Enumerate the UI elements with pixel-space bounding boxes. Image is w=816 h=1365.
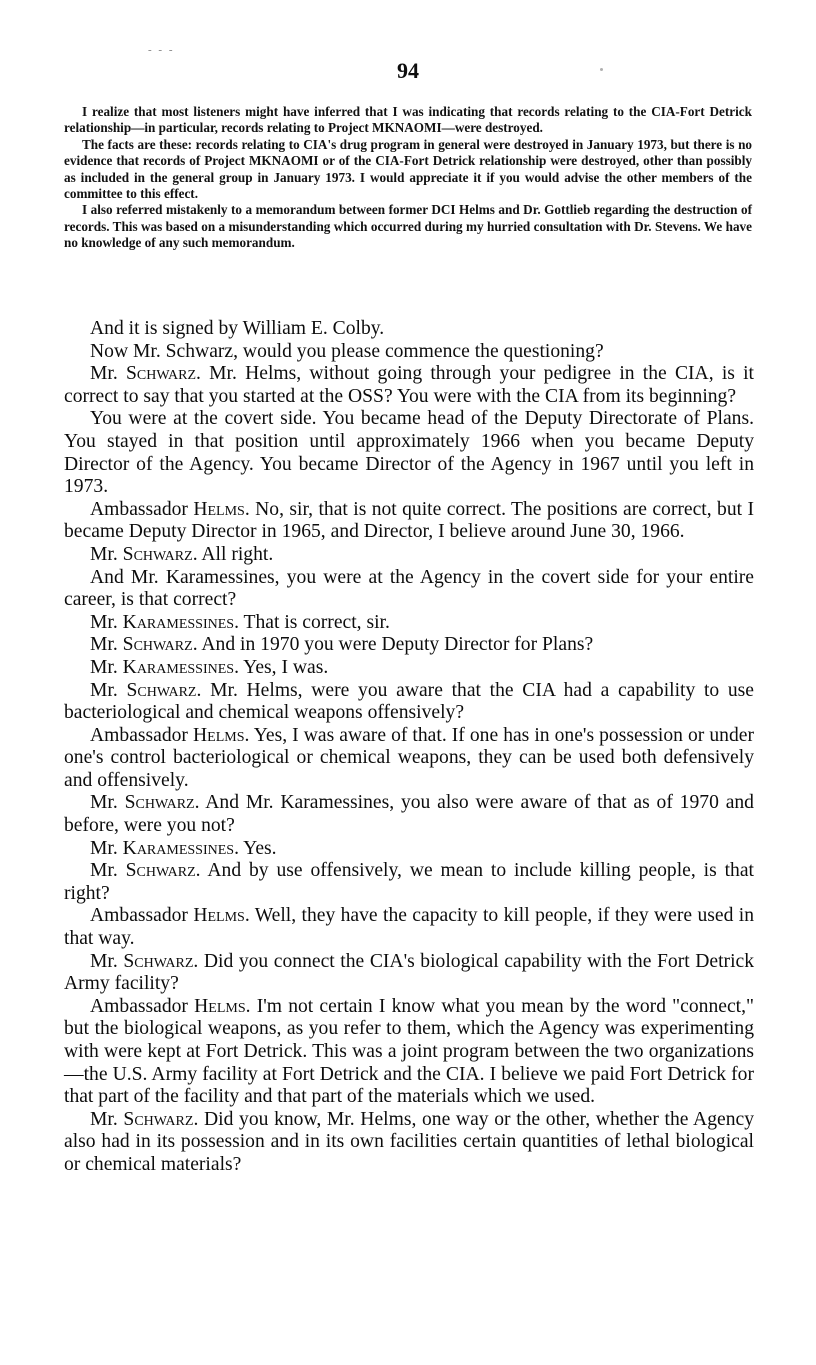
transcript-paragraph: Mr. Karamessines. That is correct, sir.	[90, 611, 390, 633]
transcript-paragraph: Mr. Karamessines. Yes.	[90, 837, 277, 859]
transcript-paragraph: Ambassador Helms. Yes, I was aware of that. If one has in one's possession or under one's control bacteriological or chemical weapons, they can be used both defensively and offensively.	[64, 724, 754, 791]
transcript-paragraph: Mr. Schwarz. And in 1970 you were Deputy Director for Plans?	[90, 634, 594, 656]
quoted-paragraph: The facts are these: records relating to CIA's drug program in general were destroyed in January 1973, but there is no evidence that records of Project MKNAOMI or of the CIA-Fort Detrick relationship were destroyed, other than possibly as included in the general group in January 1973. I would appreciate it if you would advise the other members of the committee to this effect.	[64, 136, 752, 202]
page-speck	[600, 68, 603, 71]
transcript-paragraph: Ambassador Helms. I'm not certain I know what you mean by the word "connect," but the biological weapons, as you refer to them, which the Agency was experimenting with were kept at Fort Detrick. This was a joint program between the two organizations—the U.S. Army facility at Fort Detrick and the CIA. I believe we paid Fort Detrick for that part of the facility and that part of the materials which we used.	[64, 995, 754, 1108]
transcript-paragraph: Mr. Karamessines. Yes, I was.	[90, 656, 329, 678]
transcript-paragraph: And Mr. Karamessines, you were at the Agency in the covert side for your entire career, is that correct?	[64, 566, 754, 611]
transcript-paragraph: Mr. Schwarz. And Mr. Karamessines, you also were aware of that as of 1970 and before, were you not?	[64, 792, 754, 837]
page-number: 94	[397, 58, 419, 83]
transcript-paragraph: Mr. Schwarz. Mr. Helms, were you aware that the CIA had a capability to use bacteriological and chemical weapons offensively?	[64, 679, 755, 724]
transcript-paragraph: You were at the covert side. You became head of the Deputy Directorate of Plans. You stayed in that position until approximately 1966 when you became Deputy Director of the Agency. You became Director of the Agency in 1967 until you left in 1973.	[64, 408, 754, 498]
transcript-body	[64, 318, 754, 1177]
transcript-paragraph: Mr. Schwarz. Did you connect the CIA's biological capability with the Fort Detrick Army facility?	[64, 950, 755, 995]
transcript-paragraph: Ambassador Helms. Well, they have the capacity to kill people, if they were used in that way.	[64, 905, 754, 950]
quoted-statement-block	[64, 104, 752, 252]
transcript-paragraph: Mr. Schwarz. And by use offensively, we mean to include killing people, is that right?	[64, 860, 754, 904]
transcript-paragraph: Ambassador Helms. No, sir, that is not quite correct. The positions are correct, but I became Deputy Director in 1965, and Director, I believe around June 30, 1966.	[64, 498, 754, 543]
page-corner-marks: - - -	[148, 44, 175, 56]
quoted-paragraph: I realize that most listeners might have inferred that I was indicating that records relating to the CIA-Fort Detrick relationship—in particular, records relating to Project MKNAOMI—were destroyed.	[64, 104, 752, 136]
quoted-paragraph: I also referred mistakenly to a memorandum between former DCI Helms and Dr. Gottlieb regarding the destruction of records. This was based on a misunderstanding which occurred during my hurried consultation with Dr. Stevens. We have no knowledge of any such memorandum.	[64, 202, 752, 251]
transcript-paragraph: Now Mr. Schwarz, would you please commence the questioning?	[90, 340, 604, 362]
transcript-paragraph: Mr. Schwarz. Mr. Helms, without going through your pedigree in the CIA, is it correct to say that you started at the OSS? You were with the CIA from its beginning?	[64, 363, 754, 407]
transcript-paragraph: And it is signed by William E. Colby.	[90, 318, 385, 339]
transcript-paragraph: Mr. Schwarz. Did you know, Mr. Helms, one way or the other, whether the Agency also had in its possession and in its own facilities certain quantities of lethal biological or chemical materials?	[64, 1108, 754, 1175]
transcript-paragraph: Mr. Schwarz. All right.	[90, 543, 274, 565]
